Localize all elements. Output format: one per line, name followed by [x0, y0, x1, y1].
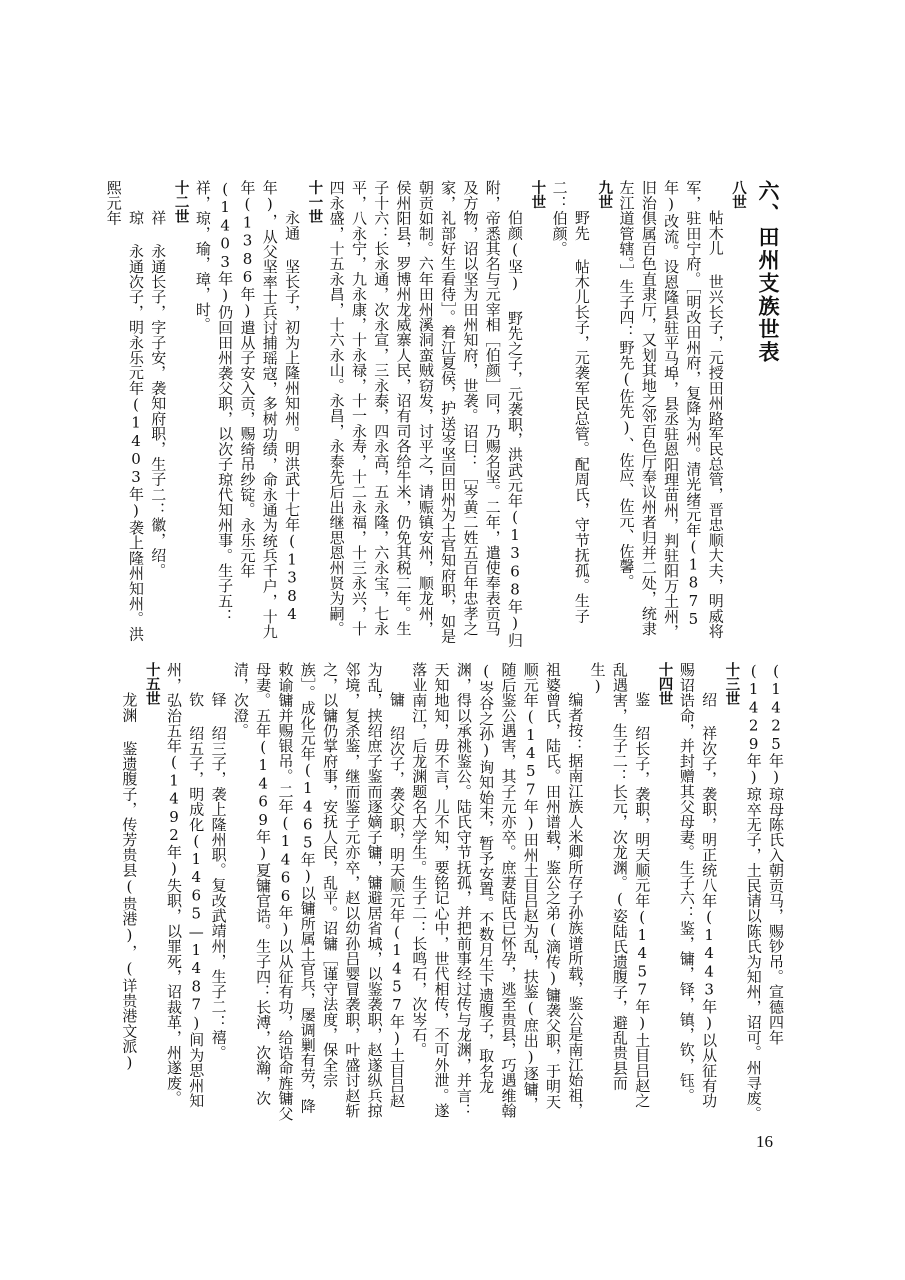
paragraph: 镛 绍次子，袭父职，明天顺元年(1457年)土目吕赵为乱，挟绍庶子鉴而逐嫡子镛，镛避居省城，以鉴袭职，赵遂纵兵掠邻境，复杀鉴，继而鉴子元亦卒，赵以幼孙吕婴冒袭职，叶盛讨赵斩之，以镛仍掌府事，安抚人民，乱平。诏镛［谨守法度，保全宗族］。成化元年(1465年)以镛所属土官兵，屡调剿有劳，降敕谕镛并赐银吊。二年(1466年)以从征有功，给诰命旌镛父母妻。五年(1469年)夏镛官诰。生子四：长溥，次瀚，次清，次澄。	[231, 662, 406, 1121]
generation-heading: 十世	[529, 180, 547, 210]
paragraph: 帖木儿 世兴长子，元授田州路军民总管，晋忠顺大夫，明威将军，驻田宁府。［明改田州府，复降为州。清光绪元年(1875年)改流。设恩隆县驻平马埠，县丞驻恩阳理苗州，判驻阳万土州，旧治俱属百色直隶厅，又划其地之邻百色厅奉议州者归并二处，统隶左江道管辖。］生子四：野先(佐先)、佐应、佐元、佐馨。	[617, 180, 725, 639]
paragraph: 铎 绍三子，袭上隆州职。复改武靖州，生子二：禧。	[209, 692, 228, 1060]
generation-heading: 十三世	[723, 662, 741, 707]
generation-heading: 十二世	[172, 180, 190, 225]
paragraph: 野先 帖木儿长子，元袭军民总管。配周氏，守节抚孤。生子二：伯颜。	[550, 180, 591, 624]
generation-heading: 十五世	[143, 662, 161, 707]
upper-text-block	[104, 180, 783, 650]
paragraph: 伯颜(坚) 野先之子，元袭职，洪武元年(1368年)归附，帝悉其名与元宰相［伯颜］同，乃赐名坚。二年，遣使奉表贡马及方物，诏以坚为田州知府，世袭。诏曰：［岑黄二姓五百年忠孝之家，礼部好生看待］。着江夏侯，护送岑坚回田州为土官知府职，如是朝贡如制。六年田州溪洞蛮贼窃发，讨平之，请赈镇安州，顺龙州，侯州阳县，罗博州龙威寨人民，诏有司各给牛米，仍免其税二年。生子十六：长永通，次永宣，三永泰，四永高，五永隆，六永宝，七永平，八永宁，九永康，十永禄，十一永寿，十二永福，十三永兴，十四永盛，十五永昌，十六永山。永昌，永泰先后出继思恩州贤为嗣。	[327, 180, 525, 648]
generation-heading: 十一世	[306, 180, 324, 225]
paragraph: 绍 祥次子，袭职，明正统八年(1443年)以从征有功赐诏诰命，并封赠其父母妻。生子六：鉴，镛，铎，镇，钦，钰。	[677, 662, 719, 1109]
paragraph: 琼 永通次子，明永乐元年(1403年)袭上隆州知州。洪熙元年	[104, 180, 145, 642]
generation-heading: 九世	[596, 180, 614, 210]
paragraph: 永通 坚长子，初为上隆州知州。明洪武十七年(1384年)，从父坚率士兵讨捕瑶寇，多树功绩，命永通为统兵千户，十九年(1386年)遣从子安入贡，赐绮吊纱锭。永乐元年(1403年)仍回田州袭父职，以次子琼代知州事。生子五：祥，琼，瑜，璋，时。	[193, 180, 302, 639]
paragraph: 钦 绍五子，明成化(1465—1487)间为思州知州，弘治五年(1492年)失职，以罪死，诏裁革，州遂废。	[164, 662, 206, 1108]
paragraph: (1425年)琼母陈氏入朝贡马，赐钞吊。宣德四年(1429年)琼卒无子，土民请以陈氏为知州，诏可。州寻废。	[744, 662, 785, 1121]
paragraph: 龙渊 鉴遗腹子，传芳贵县(贵港)，(详贵港文派)	[120, 692, 139, 1072]
paragraph: 编者按：据南江族人米卿所存子孙族谱所载，鉴公是南江始祖，祖婆曾氏，陆氏。田州谱载，鉴公之弟(滴传)镛袭父职，于明天顺元年(1457年)田州土目吕赵为乱，扶鉴(庶出)逐镛，随后鉴公遇害，其子元亦卒。庶妻陆氏已怀孕，逃至贵县，巧遇维翰(岑谷之孙)询知始末，暂予安置。不数月生下遗腹子，取名龙渊，得以承祧鉴公。陆氏守节抚孤，并把前事经过传与龙渊，并言：天知地知，毋不言，儿不知，要铭记心中，世代相传，不可外泄。遂落业南江，后龙渊题名大学生。生子二：长鸣石，次岑石。	[410, 662, 585, 1118]
section-title: 六、田州支族世表	[756, 180, 781, 364]
page-number: 16	[756, 1132, 773, 1151]
generation-heading: 十四世	[656, 662, 674, 707]
generation-heading: 八世	[730, 180, 747, 210]
lower-text-block	[120, 662, 787, 1122]
paragraph: 祥 永通长子，字子安，袭知府职，生子二：徽，绍。	[149, 210, 168, 578]
paragraph: 鉴 绍长子，袭职，明天顺元年(1457年)土目吕赵之乱遇害，生子二：长元，次龙渊。(姿陆氏遗腹子，避乱贵县而生)	[588, 662, 652, 1109]
